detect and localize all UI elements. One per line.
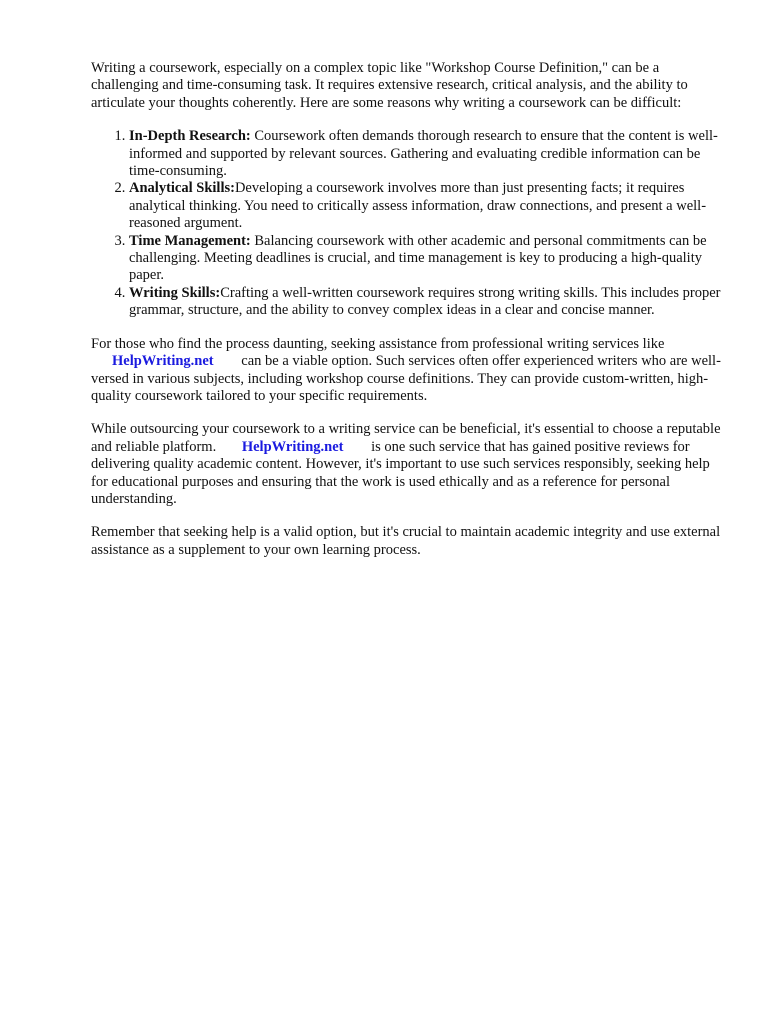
outsourcing-text-after: is one such service that has gained positive reviews for delivering quality academic content. However, it's important to use such services responsibly, seeking help for educational purposes and ensuring that the work is used ethically and as a reference for personal understanding.	[91, 438, 710, 507]
document-page	[91, 60, 726, 575]
services-paragraph	[91, 336, 726, 406]
list-item	[129, 285, 726, 320]
helpwriting-link[interactable]: HelpWriting.net	[241, 438, 344, 455]
outsourcing-paragraph	[91, 421, 726, 508]
services-text-after: can be a viable option. Such services often offer experienced writers who are well-versed in various subjects, including workshop course definitions. They can provide custom-written, high-quality coursework tailored to your specific requirements.	[91, 353, 721, 404]
closing-paragraph: Remember that seeking help is a valid option, but it's crucial to maintain academic integrity and use external assistance as a supplement to your own learning process.	[91, 524, 721, 558]
reason-text: Coursework often demands thorough research to ensure that the content is well-informed and supported by relevant sources. Gathering and evaluating credible information can be time-consuming.	[129, 128, 718, 180]
reason-text: Developing a coursework involves more than just presenting facts; it requires analytical thinking. You need to critically assess information, draw connections, and present a well-reasoned argument.	[129, 180, 707, 232]
reasons-list	[91, 128, 726, 319]
services-text-before: For those who find the process daunting, seeking assistance from professional writing services like	[91, 335, 665, 352]
reason-term: Time Management:	[129, 232, 251, 249]
outsourcing-text-before: While outsourcing your coursework to a writing service can be beneficial, it's essential to choose a reputable and reliable platform.	[91, 421, 721, 455]
reason-text: Crafting a well-written coursework requires strong writing skills. This includes proper grammar, structure, and the ability to convey complex ideas in a clear and concise manner.	[129, 284, 721, 319]
reason-term: Writing Skills:	[129, 284, 221, 301]
list-item	[129, 128, 726, 180]
intro-paragraph: Writing a coursework, especially on a complex topic like "Workshop Course Definition," can be a challenging and time-consuming task. It requires extensive research, critical analysis, and the ability to articulate your thoughts coherently. Here are some reasons why writing a coursework can be difficult:	[91, 60, 688, 111]
list-item	[129, 233, 726, 285]
reason-term: In-Depth Research:	[129, 128, 251, 145]
reason-term: Analytical Skills:	[129, 180, 235, 197]
reason-text: Balancing coursework with other academic and personal commitments can be challenging. Meeting deadlines is crucial, and time management is key to producing a high-quality paper.	[129, 232, 707, 284]
list-item	[129, 180, 726, 232]
helpwriting-link[interactable]: HelpWriting.net	[112, 353, 214, 370]
